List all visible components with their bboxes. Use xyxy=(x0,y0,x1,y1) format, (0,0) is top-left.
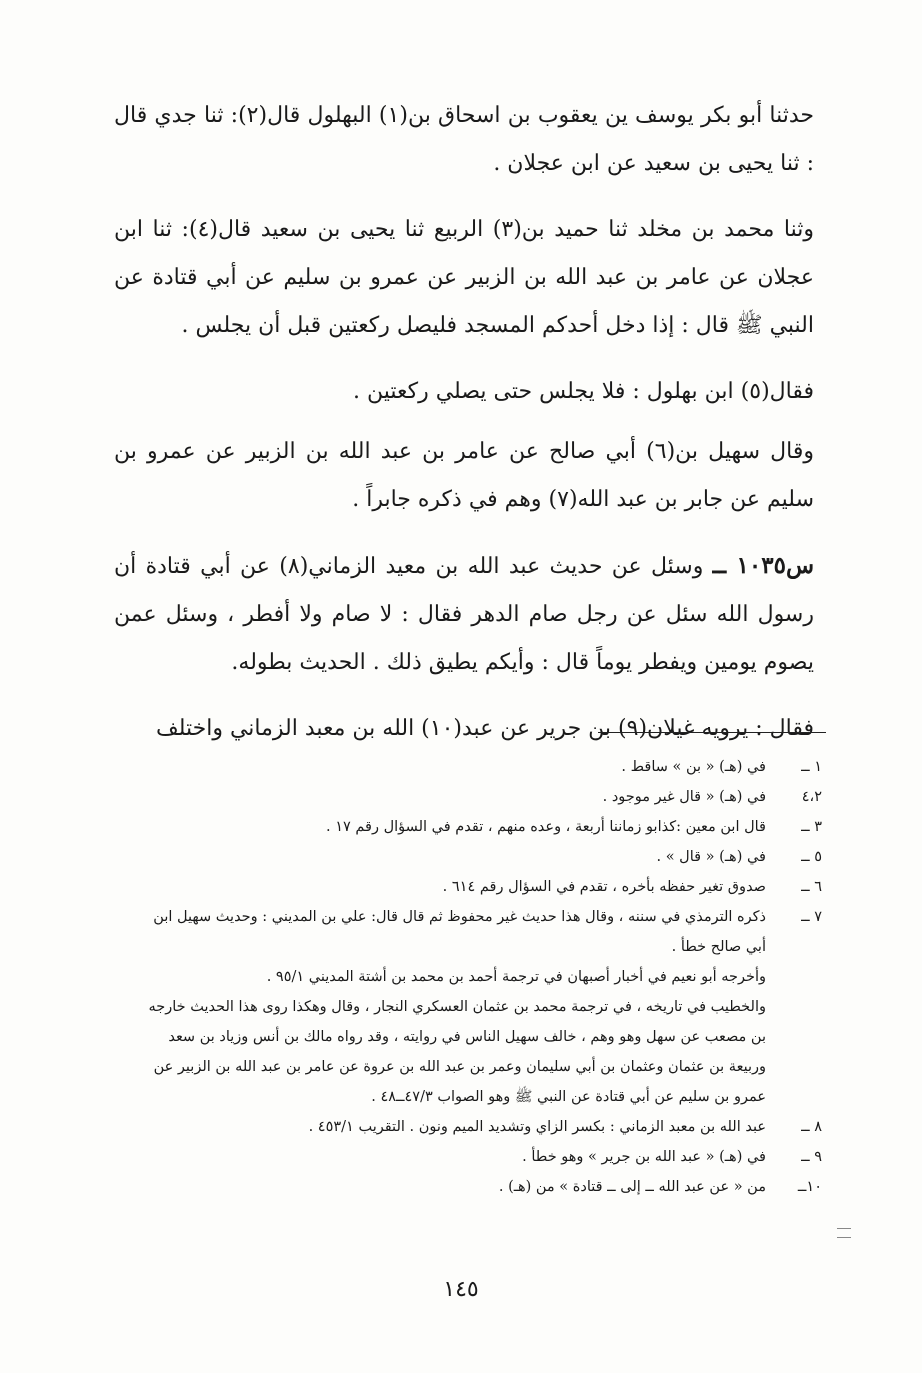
footnote xyxy=(132,782,822,812)
footnote-text: في (هـ) « قال غير موجود . xyxy=(602,789,766,805)
footnote-number: ٦ ــ xyxy=(801,879,822,895)
question-number: س١٠٣٥ ــ xyxy=(712,552,815,579)
footnote xyxy=(132,812,822,842)
question-paragraph xyxy=(114,542,814,687)
footnote-text: في (هـ) « بن » ساقط . xyxy=(621,759,766,775)
footnote-number: ٥ ــ xyxy=(801,849,822,865)
footnote xyxy=(132,1112,822,1142)
paragraph-3: فقال(٥) ابن بهلول : فلا يجلس حتى يصلي ركعتين . xyxy=(353,379,814,404)
footnote-number: ٩ ــ xyxy=(801,1149,822,1165)
footnote-number: ٣ ــ xyxy=(801,819,822,835)
footnote xyxy=(132,1142,822,1172)
footnote xyxy=(132,902,822,962)
footnote xyxy=(132,752,822,782)
footnote-text: صدوق تغير حفظه بأخره ، تقدم في السؤال رقم ٦١٤ . xyxy=(442,879,766,895)
paragraph-2: وثنا محمد بن مخلد ثنا حميد بن(٣) الربيع ثنا يحيى بن سعيد قال(٤): ثنا ابن عجلان عن عامر بن عبد الله بن الزبير عن عمرو بن سليم عن أبي قتادة عن النبي ﷺ قال : إذا دخل أحدكم المسجد فليصل ركعتين قبل أن يجلس . xyxy=(114,217,814,338)
margin-mark xyxy=(837,1228,851,1238)
footnote-text: عبد الله بن معبد الزماني : بكسر الزاي وتشديد الميم ونون . التقريب ٤٥٣/١ . xyxy=(308,1119,766,1135)
footnote-text: في (هـ) « عبد الله بن جرير » وهو خطأ . xyxy=(522,1149,766,1165)
footnote-number: ٨ ــ xyxy=(801,1119,822,1135)
footnote-continuation: وأخرجه أبو نعيم في أخبار أصبهان في ترجمة أحمد بن محمد بن أشتة المديني ٩٥/١ . xyxy=(266,969,766,985)
footnote-number: ١٠ــ xyxy=(797,1179,822,1195)
footnote-text: في (هـ) « قال » . xyxy=(656,849,766,865)
answer-paragraph: فقال : يرويه غيلان(٩) بن جرير عن عبد(١٠) الله بن معبد الزماني واختلف xyxy=(155,716,814,741)
paragraph-4: وقال سهيل بن(٦) أبي صالح عن عامر بن عبد الله بن الزبير عن عمرو بن سليم عن جابر بن عبد الله(٧) وهم في ذكره جابراً . xyxy=(114,439,814,512)
footnote-text: من « عن عبد الله ــ إلى ــ قتادة » من (هـ) . xyxy=(498,1179,766,1195)
question-text: وسئل عن حديث عبد الله بن معيد الزماني(٨) عن أبي قتادة أن رسول الله سئل عن رجل صام الدهر فقال : لا صام ولا أفطر ، وسئل عمن يصوم يومين ويفطر يوماً قال : وأيكم يطيق ذلك . الحديث بطوله. xyxy=(114,554,814,675)
footnote-continuation: والخطيب في تاريخه ، في ترجمة محمد بن عثمان العسكري النجار ، وقال وهكذا روى هذا الحديث خارجه بن مصعب عن سهل وهو وهم ، خالف سهيل الناس في روايته ، وقد رواه مالك بن أنس وزياد بن سعد وربيعة بن عثمان وعثمان بن أبي سليمان وعمر بن عبد الله بن عروة عن عامر بن عبد الله بن الزبير عن عمرو بن سليم عن أبي قتادة عن النبي ﷺ وهو الصواب ٤٧/٣ــ٤٨ . xyxy=(148,999,766,1105)
footnote-number: ١ ــ xyxy=(801,759,822,775)
main-text xyxy=(114,92,814,771)
footnotes xyxy=(132,752,822,1202)
footnote-text: ذكره الترمذي في سننه ، وقال هذا حديث غير محفوظ ثم قال قال: علي بن المديني : وحديث سهيل ابن أبي صالح خطأ . xyxy=(153,909,766,955)
footnote xyxy=(132,842,822,872)
footnote xyxy=(132,872,822,902)
footnote-number: ٤،٢ xyxy=(801,789,822,805)
footnote xyxy=(132,1172,822,1202)
paragraph-1: حدثنا أبو بكر يوسف ين يعقوب بن اسحاق بن(١) البهلول قال(٢): ثنا جدي قال : ثنا يحيى بن سعيد عن ابن عجلان . xyxy=(114,103,815,176)
footnote-number: ٧ ــ xyxy=(801,909,822,925)
page-number: ١٤٥ xyxy=(443,1277,479,1302)
footnote-text: قال ابن معين :كذابو زماننا أربعة ، وعده منهم ، تقدم في السؤال رقم ١٧ . xyxy=(326,819,766,835)
footnote-divider xyxy=(598,732,826,733)
